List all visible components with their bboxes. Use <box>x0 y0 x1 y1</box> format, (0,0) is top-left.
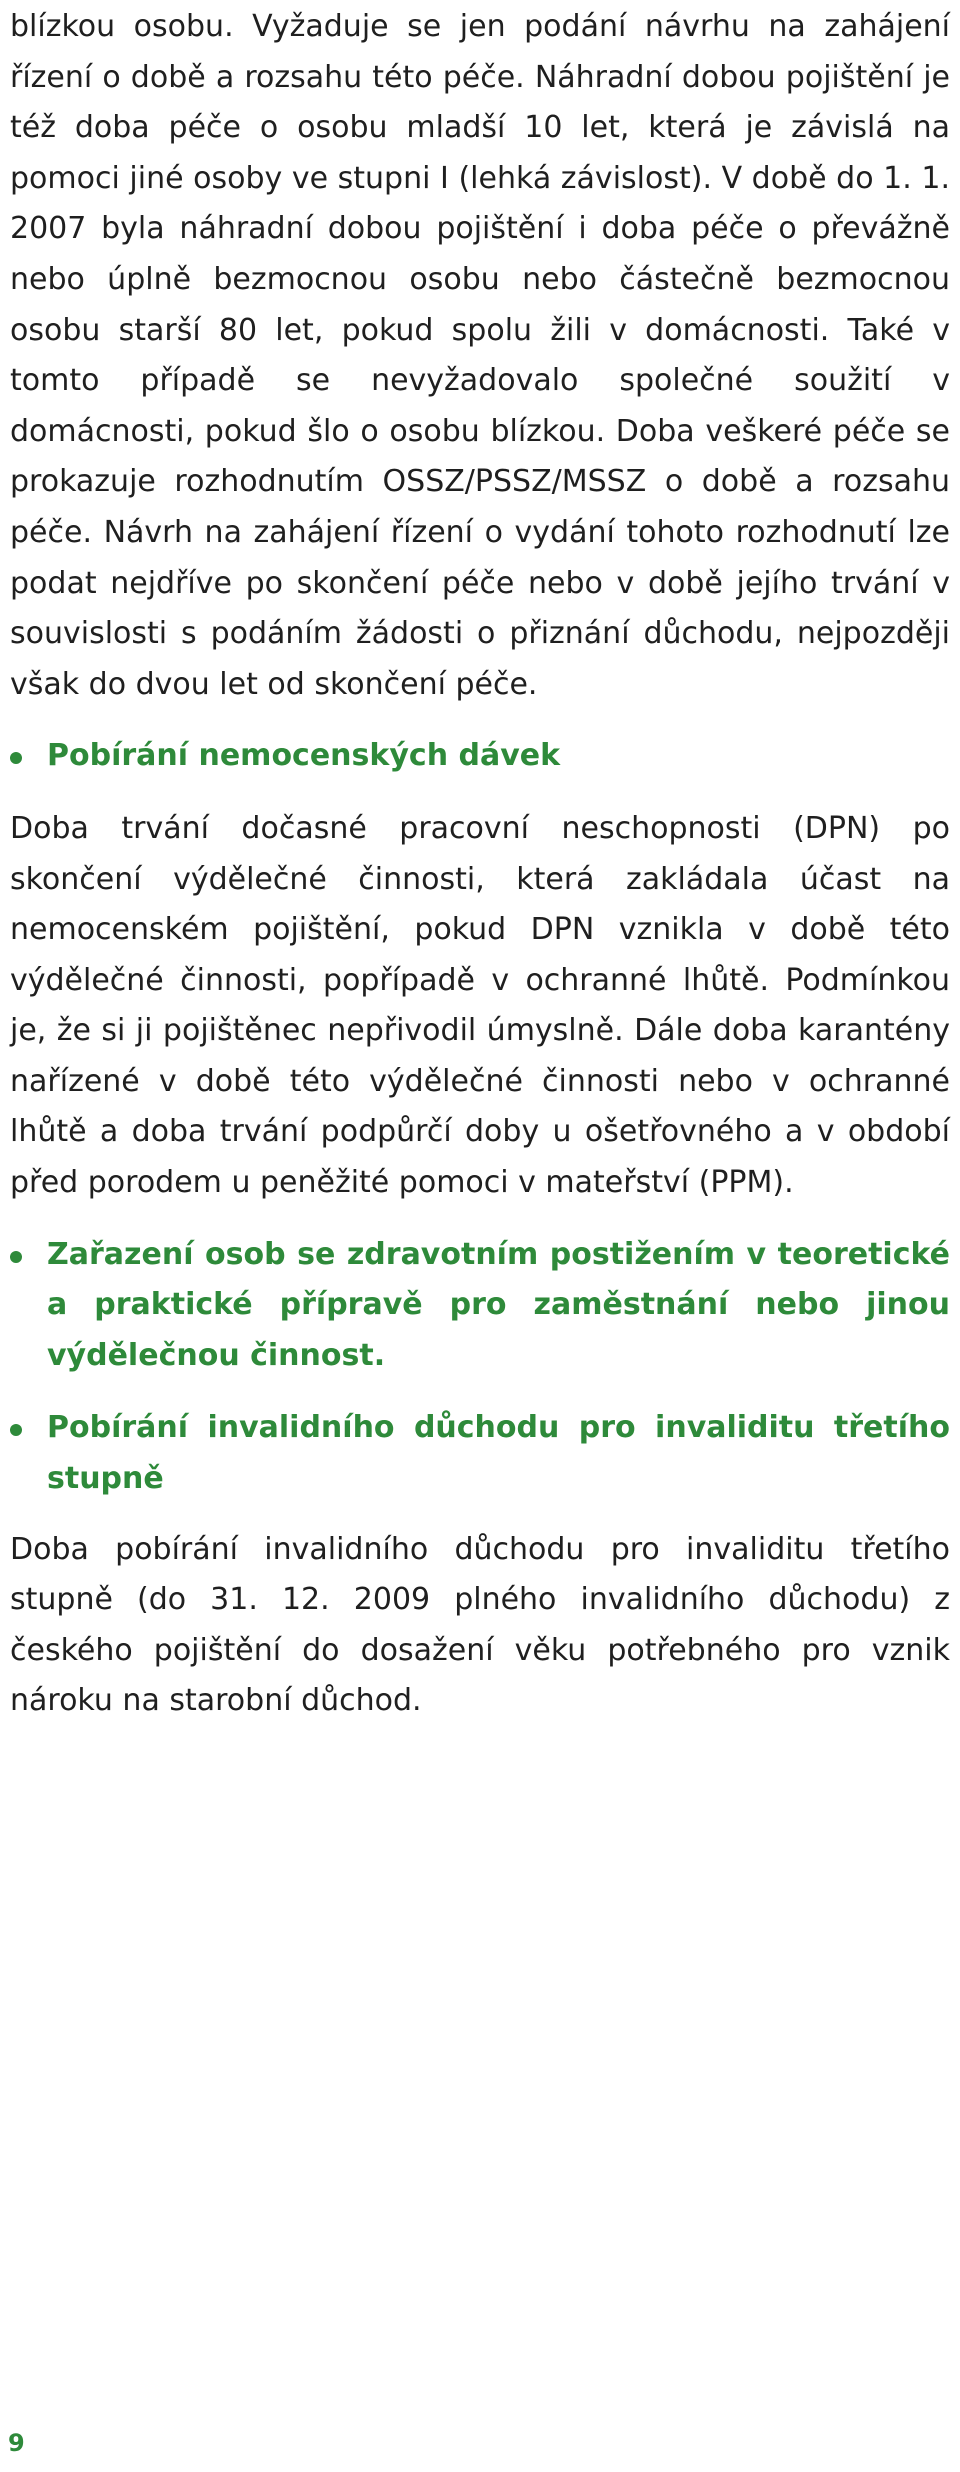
bullet-icon <box>10 1424 22 1436</box>
sickness-paragraph: Doba trvání dočasné pracovní neschopnosti (DPN) po skončení výdělečné činnosti, která zakládala účast na nemocenském pojištění, pokud DPN vznikla v době této výdělečné činnosti, popřípadě v ochranné lhůtě. Podmínkou je, že si ji pojištěnec nepřivodil úmyslně. Dále doba karantény nařízené v době této výdělečné činnosti nebo v ochranné lhůtě a doba trvání podpůrčí doby u ošetřovného a v období před porodem u peněžité pomoci v mateřství (PPM). <box>10 810 950 1201</box>
heading-sickness-benefits <box>10 731 950 782</box>
page-number: 9 <box>8 2429 25 2457</box>
bullet-icon <box>10 1251 22 1263</box>
heading-text: Zařazení osob se zdravotním postižením v teoretické a praktické přípravě pro zaměstnání nebo jinou výdělečnou činnost. <box>47 1236 950 1373</box>
heading-text: Pobírání invalidního důchodu pro invaliditu třetího stupně <box>47 1410 950 1497</box>
intro-paragraph: blízkou osobu. Vyžaduje se jen podání návrhu na zahájení řízení o době a rozsahu této péče. Náhradní dobou pojištění je též doba péče o osobu mladší 10 let, která je závislá na pomoci jiné osoby ve stupni I (lehká závislost). V době do 1. 1. 2007 byla náhradní dobou pojištění i doba péče o převážně nebo úplně bezmocnou osobu nebo částečně bezmocnou osobu starší 80 let, pokud spolu žili v domácnosti. Také v tomto případě se nevyžadovalo společné soužití v domácnosti, pokud šlo o osobu blízkou. Doba veškeré péče se prokazuje rozhodnutím OSSZ/PSSZ/MSSZ o době a rozsahu péče. Návrh na zahájení řízení o vydání tohoto rozhodnutí lze podat nejdříve po skončení péče nebo v době jejího trvání v souvislosti s podáním žádosti o přiznání důchodu, nejpozději však do dvou let od skončení péče. <box>10 9 950 702</box>
heading-disabled-persons <box>10 1230 950 1382</box>
invalidity-paragraph: Doba pobírání invalidního důchodu pro invaliditu třetího stupně (do 31. 12. 2009 plného invalidního důchodu) z českého pojištění do dosažení věku potřebného pro vznik nároku na starobní důchod. <box>10 1531 950 1719</box>
heading-invalidity-pension <box>10 1403 950 1504</box>
heading-text: Pobírání nemocenských dávek <box>47 738 561 774</box>
bullet-icon <box>10 752 22 764</box>
page-content <box>10 0 950 1727</box>
